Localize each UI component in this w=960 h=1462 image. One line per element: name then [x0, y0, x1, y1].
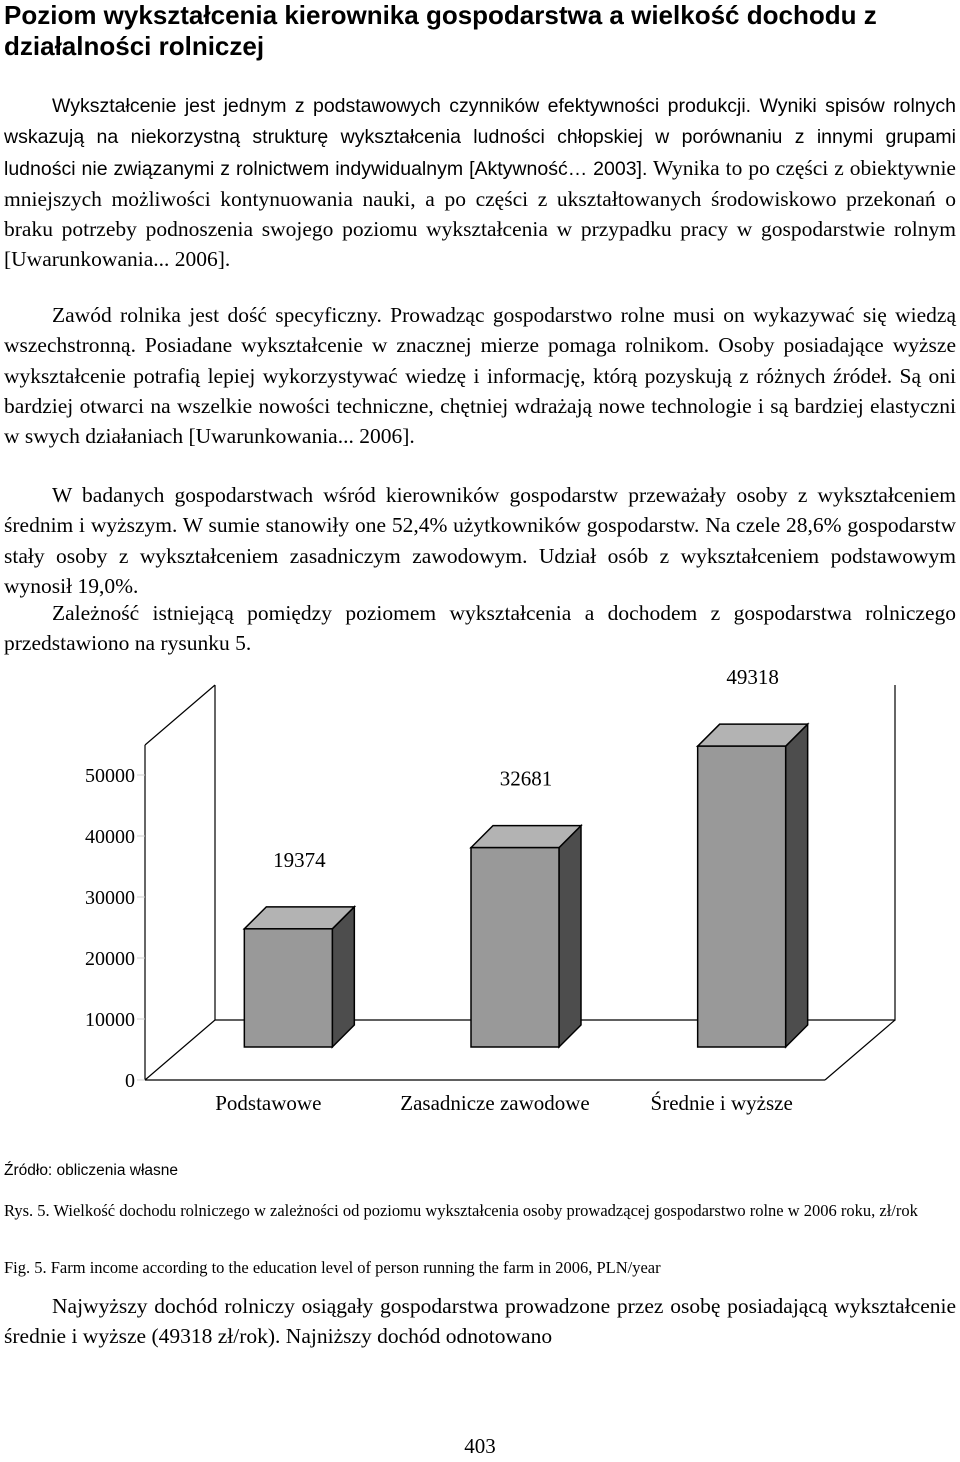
- paragraph-figure-reference: Zależność istniejącą pomiędzy poziomem wykształcenia a dochodem z gospodarstwa rolniczego przedstawiono na rysunku 5.: [4, 601, 956, 656]
- bar-side-face: [332, 907, 354, 1047]
- figure-caption-pl: Rys. 5. Wielkość dochodu rolniczego w zależności od poziomu wykształcenia osoby prowadzącej gospodarstwo rolne w 2006 roku, zł/rok: [4, 1201, 918, 1220]
- bar: [471, 848, 559, 1047]
- x-category-label: Średnie i wyższe: [650, 1091, 793, 1115]
- y-tick-label: 40000: [85, 826, 135, 848]
- y-tick-label: 20000: [85, 948, 135, 970]
- bar: [244, 929, 332, 1047]
- page-number: 403: [464, 1434, 496, 1458]
- figure-caption-en: Fig. 5. Farm income according to the education level of person running the farm in 2006, PLN/year: [4, 1258, 661, 1277]
- x-category-label: Zasadnicze zawodowe: [400, 1091, 590, 1115]
- income-bar-chart: [0, 665, 960, 1140]
- y-tick-label: 10000: [85, 1009, 135, 1031]
- bar-side-face: [786, 724, 808, 1047]
- paragraph-surveyed-farms: W badanych gospodarstwach wśród kierowników gospodarstw przeważały osoby z wykształceniem średnim i wyższym. W sumie stanowiły one 52,4% użytkowników gospodarstw. Na czele 28,6% gospodarstw stały osoby z wykształceniem zasadniczym zawodowym. Udział osób z wykształceniem podstawowym wynosił 19,0%.: [4, 483, 956, 598]
- bar: [698, 746, 786, 1047]
- paragraph-serif-segment: Wynika to po części z obiektywnie mniejszych możliwości kontynuowania nauki, a po części z ukształtowanych środowiskowo przekonań o braku potrzeby podnoszenia swojego poziomu wykształcenia w przypadku pracy w gospodarstwie rolnym [Uwarunkowania... 2006].: [4, 155, 956, 272]
- x-category-label: Podstawowe: [215, 1091, 322, 1115]
- source-note: Źródło: obliczenia własne: [4, 1162, 179, 1179]
- paragraph-education-factor: [4, 90, 956, 275]
- y-tick-label: 50000: [85, 765, 135, 787]
- income-chart-svg: [0, 665, 960, 1140]
- data-label: 32681: [499, 766, 553, 791]
- paragraph-sans-segment: Wykształcenie jest jednym z podstawowych czynników efektywności produkcji. Wyniki spisów rolnych wskazują na niekorzystną strukturę wykształcenia ludności chłopskiej w porównaniu z innymi grupami ludności nie związanymi z rolnictwem indywidualnym [Aktywność… 2003].: [4, 95, 956, 180]
- paragraph-farmer-profession: Zawód rolnika jest dość specyficzny. Prowadząc gospodarstwo rolne musi on wykazywać się wiedzą wszechstronną. Posiadane wykształcenie w znacznej mierze pomaga rolnikom. Osoby posiadające wyższe wykształcenie potrafią lepiej wykorzystywać wiedzę i informację, którą pozyskują z różnych źródeł. Są oni bardziej otwarci na wszelkie nowości techniczne, chętniej wdrażają nowe technologie i są bardziej elastyczni w swych działaniach [Uwarunkowania... 2006].: [4, 303, 956, 449]
- chart-floor-left-edge: [145, 1020, 215, 1080]
- data-label: 19374: [273, 847, 326, 872]
- paragraph-highest-income: Najwyższy dochód rolniczy osiągały gospodarstwa prowadzone przez osobę posiadającą wykształcenie średnie i wyższe (49318 zł/rok). Najniższy dochód odnotowano: [4, 1294, 956, 1349]
- y-tick-label: 30000: [85, 887, 135, 909]
- y-tick-label: 0: [125, 1070, 135, 1092]
- bar-side-face: [559, 826, 581, 1047]
- chart-left-wall-top-edge: [145, 685, 215, 745]
- section-heading: Poziom wykształcenia kierownika gospodarstwa a wielkość dochodu z działalności rolniczej: [4, 0, 877, 61]
- data-label: 49318: [726, 665, 779, 690]
- chart-floor-right-edge: [825, 1020, 895, 1080]
